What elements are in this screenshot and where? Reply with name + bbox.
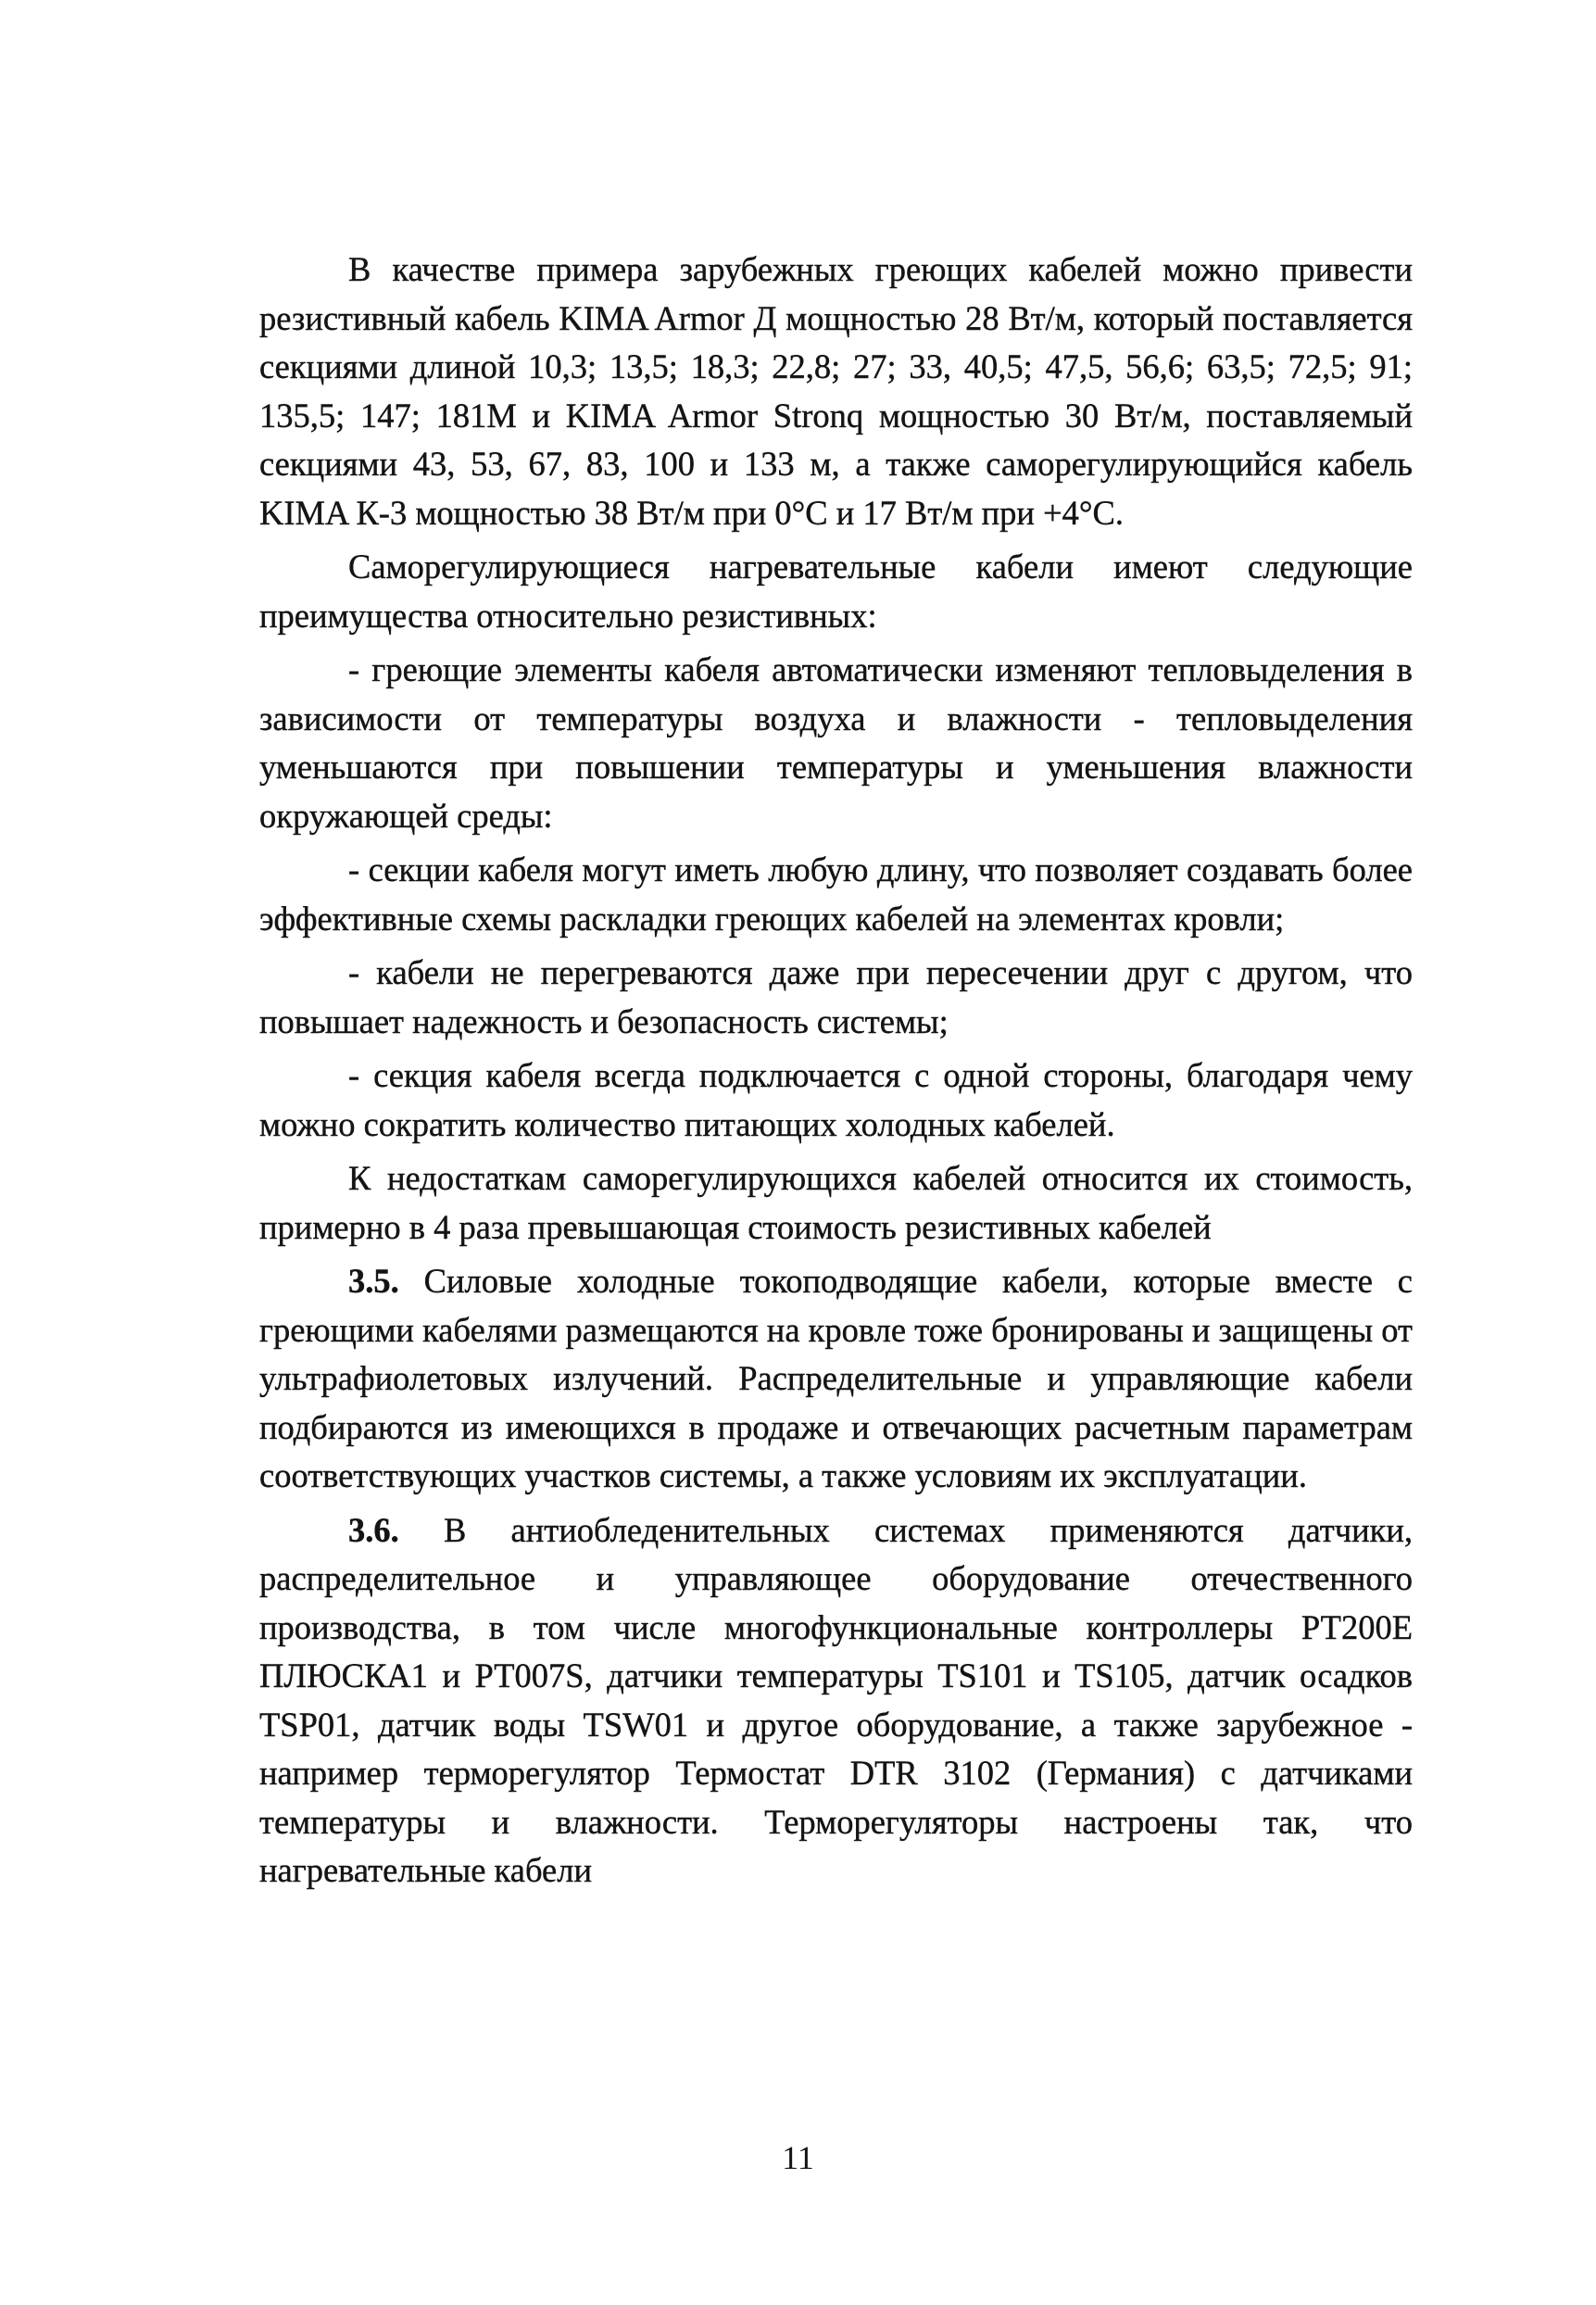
list-item-one-side: - секция кабеля всегда подключается с одной стороны, благодаря чему можно сократить количество питающих холодных кабелей.	[259, 1056, 1413, 1143]
paragraph-disadvantages: К недостаткам саморегулирующихся кабелей относится их стоимость, примерно в 4 раза превышающая стоимость резистивных кабелей	[259, 1159, 1413, 1246]
section-3-5-text: Силовые холодные токоподводящие кабели, которые вместе с греющими кабелями размещаются на кровле тоже бронированы и защищены от ультрафиолетовых излучений. Распределительные и управляющие кабели подбираются из имеющихся в продаже и отвечающих расчетным параметрам соответствующих участков системы, а также условиям их эксплуатации.	[259, 1262, 1413, 1494]
section-3-5	[259, 1257, 1413, 1501]
paragraph-advantages-intro: Саморегулирующиеся нагревательные кабели имеют следующие преимущества относительно резистивных:	[259, 548, 1413, 635]
list-item-any-length: - секции кабеля могут иметь любую длину, что позволяет создавать более эффективные схемы раскладки греющих кабелей на элементах кровли;	[259, 850, 1413, 938]
section-3-6-number: 3.6.	[348, 1510, 399, 1549]
list-item-no-overheat: - кабели не перегреваются даже при пересечении друг с другом, что повышает надежность и безопасность системы;	[259, 953, 1413, 1040]
body-text	[259, 246, 1413, 1901]
section-3-6	[259, 1506, 1413, 1896]
page-number: 11	[782, 2139, 814, 2176]
section-3-5-number: 3.5.	[348, 1262, 399, 1300]
paragraph-foreign-cables: В качестве примера зарубежных греющих кабелей можно привести резистивный кабель KIMA Armor Д мощностью 28 Вт/м, который поставляется секциями длиной 10,3; 13,5; 18,3; 22,8; 27; 33, 40,5; 47,5, 56,6; 63,5; 72,5; 91; 135,5; 147; 181М и KIMA Armor Stronq мощностью 30 Вт/м, поставляемый секциями 43, 53, 67, 83, 100 и 133 м, а также саморегулирующийся кабель KIMA К-3 мощностью 38 Вт/м при 0°С и 17 Вт/м при +4°С.	[259, 250, 1413, 532]
list-item-heat-output: - греющие элементы кабеля автоматически изменяют тепловыделения в зависимости от температуры воздуха и влажности - тепловыделения уменьшаются при повышении температуры и уменьшения влажности окружающей среды:	[259, 650, 1413, 835]
section-3-6-text: В антиобледенительных системах применяются датчики, распределительное и управляющее оборудование отечественного производства, в том числе многофункциональные контроллеры РТ200Е ПЛЮСКА1 и РТ007S, датчики температуры TS101 и TS105, датчик осадков TSP01, датчик воды TSW01 и другое оборудование, а также зарубежное - например терморегулятор Термостат DTR 3102 (Германия) с датчиками температуры и влажности. Терморегуляторы настроены так, что нагревательные кабели	[259, 1510, 1413, 1889]
